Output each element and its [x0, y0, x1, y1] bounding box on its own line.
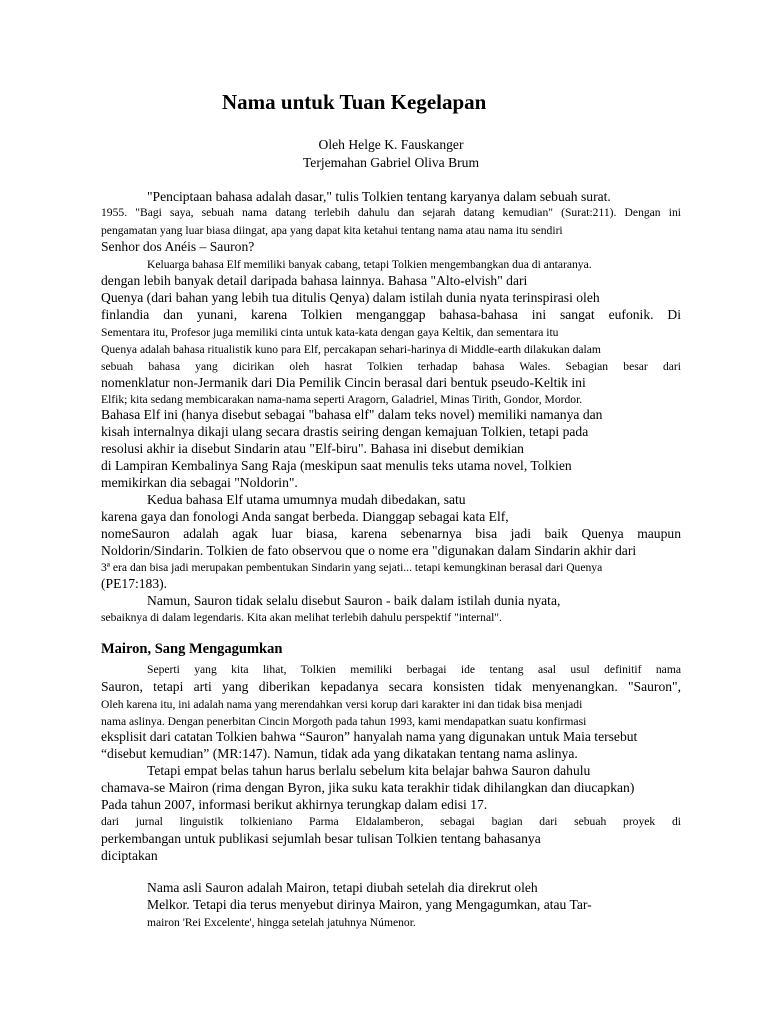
paragraph-line: memikirkan dia sebagai "Noldorin".: [101, 475, 298, 490]
paragraph-line: perkembangan untuk publikasi sejumlah besar tulisan Tolkien tentang bahasanya: [101, 831, 541, 846]
blockquote-line: Nama asli Sauron adalah Mairon, tetapi diubah setelah dia direkrut oleh: [147, 880, 538, 895]
paragraph-line: Tetapi empat belas tahun harus berlalu sebelum kita belajar bahwa Sauron dahulu: [147, 763, 591, 778]
paragraph-line: Seperti yang kita lihat, Tolkien memiliki berbagai ide tentang asal usul definitif nama: [147, 663, 681, 676]
paragraph-line: sebaiknya di dalam legendaris. Kita akan melihat terlebih dahulu perspektif "internal".: [101, 611, 502, 624]
paragraph-line: Namun, Sauron tidak selalu disebut Sauron - baik dalam istilah dunia nyata,: [147, 593, 561, 608]
paragraph-line: sebuah bahasa yang dicirikan oleh hasrat Tolkien terhadap bahasa Wales. Sebagian besar dari: [101, 360, 681, 373]
paragraph-line: “disebut kemudian” (MR:147). Namun, tidak ada yang dikatakan tentang nama aslinya.: [101, 746, 578, 761]
paragraph-line: Elfik; kita sedang membicarakan nama-nama seperti Aragorn, Galadriel, Minas Tirith, Gondor, Mordor.: [101, 393, 583, 406]
document-title: Nama untuk Tuan Kegelapan: [222, 90, 487, 114]
paragraph-line: eksplisit dari catatan Tolkien bahwa “Sauron” hanyalah nama yang digunakan untuk Maia tersebut: [101, 729, 638, 744]
paragraph-line: Quenya (dari bahan yang lebih tua ditulis Qenya) dalam istilah dunia nyata terinspirasi oleh: [101, 290, 600, 305]
paragraph-line: Oleh karena itu, ini adalah nama yang merendahkan versi korup dari karakter ini dan tidak bisa menjadi: [101, 698, 583, 711]
byline-translator: Terjemahan Gabriel Oliva Brum: [302, 155, 480, 170]
paragraph-line: resolusi akhir ia disebut Sindarin atau "Elf-biru". Bahasa ini disebut demikian: [101, 441, 524, 456]
paragraph-line: Kedua bahasa Elf utama umumnya mudah dibedakan, satu: [147, 492, 466, 507]
paragraph-line: "Penciptaan bahasa adalah dasar," tulis Tolkien tentang karyanya dalam sebuah surat.: [147, 189, 611, 204]
paragraph-line: finlandia dan yunani, karena Tolkien menganggap bahasa-bahasa ini sangat eufonik. Di: [101, 307, 681, 322]
paragraph-line: Noldorin/Sindarin. Tolkien de fato observou que o nome era "digunakan dalam Sindarin akhir dari: [101, 543, 637, 558]
paragraph-line: kisah internalnya dikaji ulang secara drastis seiring dengan kemajuan Tolkien, tetapi pada: [101, 424, 589, 439]
paragraph-line: Senhor dos Anéis – Sauron?: [101, 239, 255, 254]
paragraph-line: nomeSauron adalah agak luar biasa, karena sebenarnya bisa jadi baik Quenya maupun: [101, 526, 681, 541]
paragraph-line: nomenklatur non-Jermanik dari Dia Pemilik Cincin berasal dari bentuk pseudo-Keltik ini: [101, 375, 586, 390]
paragraph-line: Sauron, tetapi arti yang diberikan kepadanya secara konsisten tidak menyenangkan. "Sauron",: [101, 679, 681, 694]
blockquote-line: Melkor. Tetapi dia terus menyebut dirinya Mairon, yang Mengagumkan, atau Tar-: [147, 897, 592, 912]
paragraph-line: pengamatan yang luar biasa diingat, apa yang dapat kita ketahui tentang nama atau nama itu sendiri: [101, 224, 563, 237]
paragraph-line: 3ª era dan bisa jadi merupakan pembentukan Sindarin yang sejati... tetapi kemungkinan berasal dari Quenya: [101, 561, 603, 574]
blockquote-line: mairon 'Rei Excelente', hingga setelah jatuhnya Númenor.: [147, 916, 416, 929]
paragraph-line: chamava-se Mairon (rima dengan Byron, jika suku kata terakhir tidak dihilangkan dan diucapkan): [101, 780, 635, 795]
paragraph-line: nama aslinya. Dengan penerbitan Cincin Morgoth pada tahun 1993, kami mendapatkan suatu konfirmasi: [101, 715, 587, 728]
paragraph-line: Quenya adalah bahasa ritualistik kuno para Elf, percakapan sehari-harinya di Middle-earth dilakukan dalam: [101, 343, 601, 356]
paragraph-line: Sementara itu, Profesor juga memiliki cinta untuk kata-kata dengan gaya Keltik, dan sementara itu: [101, 326, 559, 339]
paragraph-line: (PE17:183).: [101, 576, 168, 591]
paragraph-line: karena gaya dan fonologi Anda sangat berbeda. Dianggap sebagai kata Elf,: [101, 509, 509, 524]
paragraph-line: dari jurnal linguistik tolkieniano Parma Eldalamberon, sebagai bagian dari sebuah proyek di: [101, 815, 681, 828]
paragraph-line: di Lampiran Kembalinya Sang Raja (meskipun saat menulis teks utama novel, Tolkien: [101, 458, 572, 473]
paragraph-line: diciptakan: [101, 848, 158, 863]
paragraph-line: Keluarga bahasa Elf memiliki banyak cabang, tetapi Tolkien mengembangkan dua di antaranya.: [147, 258, 592, 271]
paragraph-line: dengan lebih banyak detail daripada bahasa lainnya. Bahasa "Alto-elvish" dari: [101, 273, 528, 288]
paragraph-line: 1955. "Bagi saya, sebuah nama datang terlebih dahulu dan sejarah datang kemudian" (Surat:211). Dengan ini: [101, 206, 681, 219]
paragraph-line: Bahasa Elf ini (hanya disebut sebagai "bahasa elf" dalam teks novel) memiliki namanya dan: [101, 407, 603, 422]
paragraph-line: Pada tahun 2007, informasi berikut akhirnya terungkap dalam edisi 17.: [101, 797, 488, 812]
section-heading: Mairon, Sang Mengagumkan: [101, 641, 283, 657]
byline-author: Oleh Helge K. Fauskanger: [318, 137, 464, 152]
